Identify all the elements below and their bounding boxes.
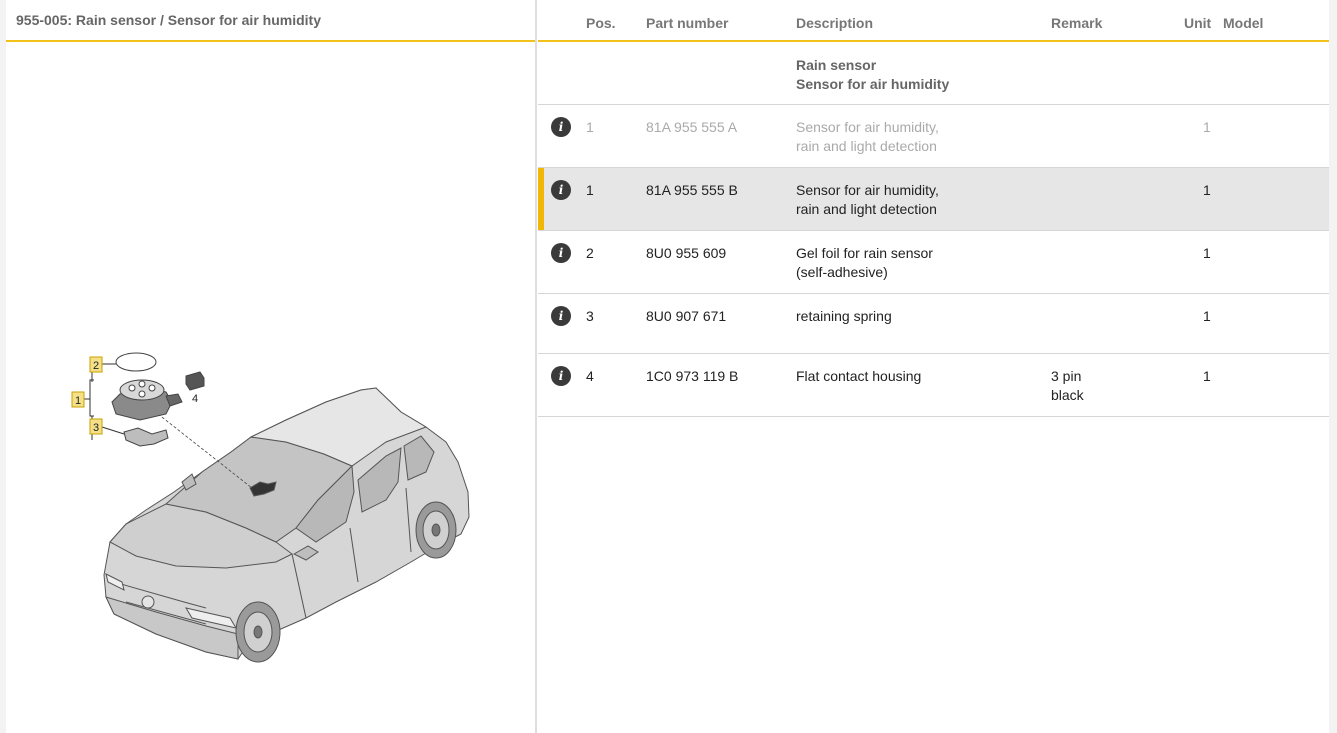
remark-line-1: 3 pin bbox=[1051, 368, 1082, 384]
cell-part-number: 81A 955 555 A bbox=[646, 119, 738, 135]
cell-description bbox=[796, 244, 933, 282]
cell-unit: 1 bbox=[1203, 245, 1211, 261]
info-icon[interactable]: i bbox=[551, 243, 571, 263]
table-row[interactable] bbox=[538, 231, 1329, 294]
svg-text:3: 3 bbox=[92, 422, 100, 434]
selection-indicator bbox=[538, 168, 544, 230]
column-header-description[interactable]: Description bbox=[796, 15, 874, 31]
cell-pos: 1 bbox=[586, 119, 594, 135]
info-icon[interactable]: i bbox=[551, 180, 571, 200]
cell-pos: 1 bbox=[586, 182, 594, 198]
column-header-unit[interactable]: Unit bbox=[1184, 15, 1212, 31]
table-header bbox=[538, 0, 1329, 42]
panel-title: 955-005: Rain sensor / Sensor for air humidity bbox=[16, 12, 321, 28]
group-header-row bbox=[538, 42, 1329, 105]
table-row[interactable] bbox=[538, 354, 1329, 417]
rain-sensor-part bbox=[112, 380, 182, 420]
table-row[interactable] bbox=[538, 105, 1329, 168]
illustration-panel bbox=[6, 0, 535, 733]
pane-divider[interactable] bbox=[535, 0, 537, 733]
cell-description bbox=[796, 118, 939, 156]
exploded-view-diagram[interactable] bbox=[6, 42, 535, 733]
column-header-model[interactable]: Model bbox=[1223, 15, 1264, 31]
description-line-1: Sensor for air humidity, bbox=[796, 182, 939, 198]
callout-3[interactable] bbox=[90, 419, 102, 434]
info-icon[interactable]: i bbox=[551, 117, 571, 137]
right-window-edge bbox=[1329, 0, 1337, 733]
car-illustration bbox=[104, 388, 469, 662]
callout-2[interactable] bbox=[90, 357, 102, 372]
cell-description: retaining spring bbox=[796, 308, 892, 324]
illustration-header bbox=[6, 0, 535, 42]
cell-unit: 1 bbox=[1203, 368, 1211, 384]
cell-part-number: 81A 955 555 B bbox=[646, 182, 738, 198]
description-line-2: rain and light detection bbox=[796, 138, 937, 154]
remark-line-2: black bbox=[1051, 387, 1084, 403]
callout-1[interactable] bbox=[72, 392, 84, 407]
cell-pos: 3 bbox=[586, 308, 594, 324]
gel-foil-part bbox=[116, 353, 156, 371]
flat-contact-housing-part bbox=[186, 372, 204, 390]
cell-part-number: 1C0 973 119 B bbox=[646, 368, 739, 384]
cell-pos: 2 bbox=[586, 245, 594, 261]
cell-unit: 1 bbox=[1203, 308, 1211, 324]
front-wheel bbox=[236, 602, 280, 662]
table-row-selected[interactable] bbox=[538, 168, 1329, 231]
parts-table bbox=[538, 0, 1329, 733]
description-line-1: Gel foil for rain sensor bbox=[796, 245, 933, 261]
cell-description: Flat contact housing bbox=[796, 368, 922, 384]
column-header-pos[interactable]: Pos. bbox=[586, 15, 616, 31]
cell-remark bbox=[1051, 367, 1084, 405]
cell-pos: 4 bbox=[586, 368, 594, 384]
column-header-part-number[interactable]: Part number bbox=[646, 15, 729, 31]
svg-text:1: 1 bbox=[74, 395, 82, 407]
svg-text:4: 4 bbox=[191, 393, 199, 405]
callout-4[interactable] bbox=[192, 393, 198, 405]
retaining-spring-part bbox=[124, 428, 168, 446]
cell-unit: 1 bbox=[1203, 182, 1211, 198]
info-icon[interactable]: i bbox=[551, 366, 571, 386]
description-line-2: rain and light detection bbox=[796, 201, 937, 217]
rear-wheel bbox=[416, 502, 456, 558]
group-title bbox=[796, 56, 949, 94]
group-title-line-1: Rain sensor bbox=[796, 57, 877, 73]
cell-unit: 1 bbox=[1203, 119, 1211, 135]
table-row[interactable] bbox=[538, 294, 1329, 354]
description-line-2: (self-adhesive) bbox=[796, 264, 888, 280]
cell-description bbox=[796, 181, 939, 219]
cell-part-number: 8U0 955 609 bbox=[646, 245, 727, 261]
group-title-line-2: Sensor for air humidity bbox=[796, 76, 950, 92]
info-icon[interactable]: i bbox=[551, 306, 571, 326]
sensor-parts bbox=[112, 353, 204, 446]
column-header-remark[interactable]: Remark bbox=[1051, 15, 1103, 31]
description-line-1: Sensor for air humidity, bbox=[796, 119, 939, 135]
svg-text:2: 2 bbox=[92, 360, 100, 372]
cell-part-number: 8U0 907 671 bbox=[646, 308, 727, 324]
